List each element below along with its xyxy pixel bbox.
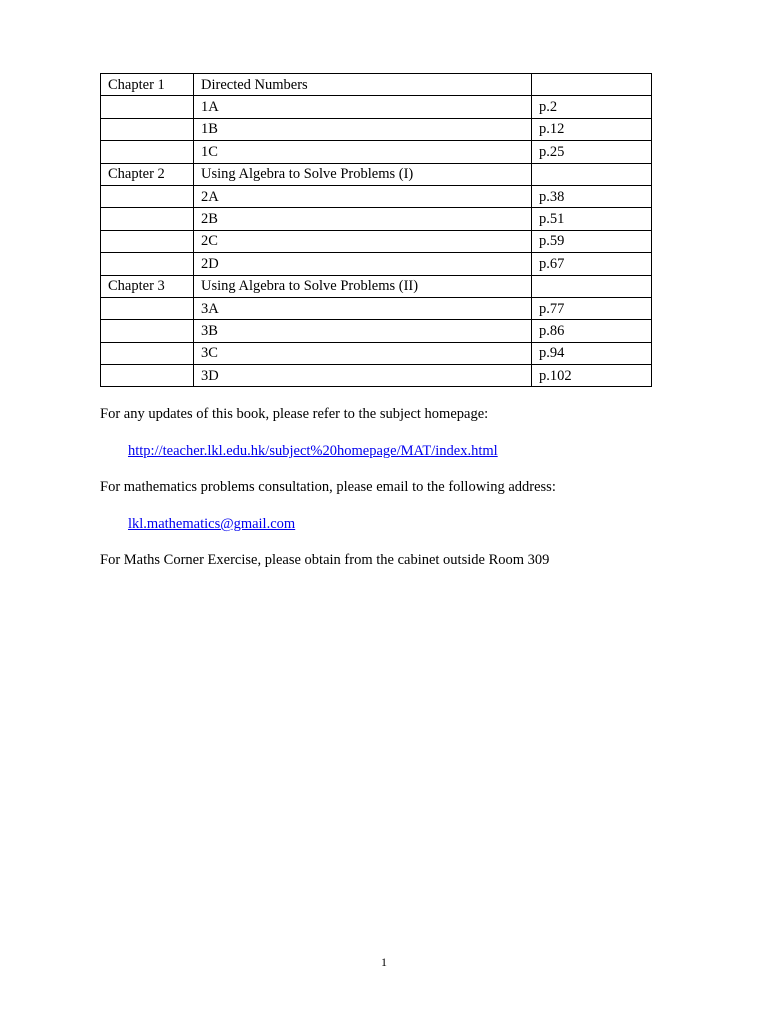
table-row	[101, 163, 652, 185]
title-cell: 3A	[194, 297, 532, 319]
table-row	[101, 74, 652, 96]
title-cell: 3D	[194, 365, 532, 387]
chapter-cell	[101, 96, 194, 118]
chapter-cell	[101, 297, 194, 319]
table-row	[101, 230, 652, 252]
chapter-cell	[101, 342, 194, 364]
chapter-cell: Chapter 3	[101, 275, 194, 297]
title-cell: 2A	[194, 185, 532, 207]
title-cell: 2C	[194, 230, 532, 252]
table-row	[101, 365, 652, 387]
homepage-link[interactable]: http://teacher.lkl.edu.hk/subject%20homepage/MAT/index.html	[128, 443, 498, 459]
page-cell: p.77	[532, 297, 652, 319]
title-cell: Using Algebra to Solve Problems (II)	[194, 275, 532, 297]
page-cell: p.25	[532, 141, 652, 163]
title-cell: 2B	[194, 208, 532, 230]
table-row	[101, 275, 652, 297]
chapter-cell	[101, 320, 194, 342]
page-cell	[532, 275, 652, 297]
table-row	[101, 118, 652, 140]
page-cell: p.12	[532, 118, 652, 140]
title-cell: Directed Numbers	[194, 74, 532, 96]
page-cell: p.67	[532, 253, 652, 275]
table-row	[101, 320, 652, 342]
toc-body	[101, 74, 652, 387]
chapter-cell	[101, 141, 194, 163]
chapter-cell	[101, 185, 194, 207]
email-link[interactable]: lkl.mathematics@gmail.com	[128, 516, 296, 532]
table-row	[101, 141, 652, 163]
title-cell: 3B	[194, 320, 532, 342]
updates-note: For any updates of this book, please refer to the subject homepage:	[100, 406, 489, 422]
page-cell	[532, 163, 652, 185]
title-cell: 2D	[194, 253, 532, 275]
title-cell: 1C	[194, 141, 532, 163]
table-of-contents	[100, 73, 652, 387]
page-cell: p.59	[532, 230, 652, 252]
page-cell: p.2	[532, 96, 652, 118]
consultation-note: For mathematics problems consultation, please email to the following address:	[100, 479, 556, 495]
page-cell	[532, 74, 652, 96]
chapter-cell: Chapter 1	[101, 74, 194, 96]
chapter-cell	[101, 118, 194, 140]
chapter-cell	[101, 208, 194, 230]
title-cell: 3C	[194, 342, 532, 364]
page-cell: p.38	[532, 185, 652, 207]
page-number: 1	[381, 955, 387, 969]
table-row	[101, 342, 652, 364]
title-cell: 1A	[194, 96, 532, 118]
page-cell: p.51	[532, 208, 652, 230]
table-row	[101, 185, 652, 207]
chapter-cell	[101, 365, 194, 387]
title-cell: 1B	[194, 118, 532, 140]
table-row	[101, 208, 652, 230]
title-cell: Using Algebra to Solve Problems (I)	[194, 163, 532, 185]
page-cell: p.86	[532, 320, 652, 342]
page-cell: p.102	[532, 365, 652, 387]
chapter-cell	[101, 230, 194, 252]
table-row	[101, 253, 652, 275]
chapter-cell	[101, 253, 194, 275]
maths-corner-note: For Maths Corner Exercise, please obtain from the cabinet outside Room 309	[100, 552, 550, 568]
page-cell: p.94	[532, 342, 652, 364]
table-row	[101, 297, 652, 319]
chapter-cell: Chapter 2	[101, 163, 194, 185]
table-row	[101, 96, 652, 118]
